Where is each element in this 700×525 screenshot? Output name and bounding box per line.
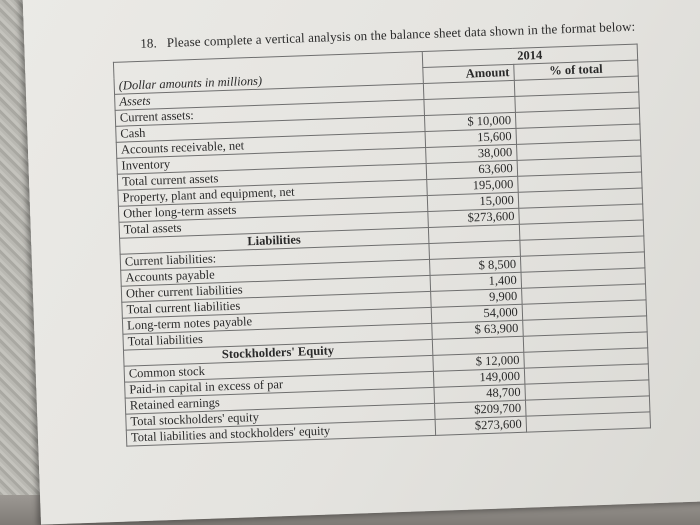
row-amount: 54,000 [431, 304, 523, 323]
question-prompt: Please complete a vertical analysis on the balance sheet data shown in the format below: [166, 18, 636, 50]
row-label: Total assets [119, 211, 428, 238]
row-label: Inventory [117, 148, 426, 175]
row-amount: 1,400 [430, 272, 522, 291]
row-amount: $ 12,000 [433, 352, 525, 371]
row-label: Total current liabilities [122, 291, 431, 318]
row-amount: $273,600 [435, 416, 527, 435]
row-label: Total current assets [117, 164, 426, 191]
row-label: Total liabilities [123, 323, 432, 350]
row-label: Assets [115, 84, 424, 111]
row-label: Total liabilities and stockholders' equity [126, 419, 435, 446]
balance-sheet-table [113, 44, 651, 447]
row-label: Property, plant and equipment, net [118, 180, 427, 207]
row-label: Common stock [124, 355, 433, 382]
row-label: Other current liabilities [121, 275, 430, 302]
row-amount: 15,000 [427, 192, 519, 211]
row-label: Cash [116, 116, 425, 143]
row-amount: 38,000 [425, 144, 517, 163]
row-amount: $ 8,500 [429, 256, 521, 275]
row-amount: $ 63,900 [431, 320, 523, 339]
row-label: Accounts payable [121, 259, 430, 286]
row-label: Liabilities [120, 227, 429, 254]
row-label: Current assets: [115, 100, 424, 127]
percent-column-header: % of total [514, 60, 639, 80]
row-label: Other long-term assets [118, 195, 427, 222]
row-amount: 63,600 [426, 160, 518, 179]
row-amount: 9,900 [430, 288, 522, 307]
row-label: Current liabilities: [120, 243, 429, 270]
row-label: Paid-in capital in excess of par [125, 371, 434, 398]
row-amount: 48,700 [434, 384, 526, 403]
row-amount: $273,600 [427, 208, 519, 227]
row-label: Total stockholders' equity [126, 403, 435, 430]
row-amount: $209,700 [434, 400, 526, 419]
amount-column-header: Amount [422, 64, 514, 83]
year-header: 2014 [422, 44, 638, 68]
row-amount: 149,000 [433, 368, 525, 387]
unit-note: (Dollar amounts in millions) [118, 73, 263, 93]
row-label: Retained earnings [125, 387, 434, 414]
question-number: 18. [140, 35, 158, 51]
row-label: Stockholders' Equity [123, 339, 432, 366]
row-amount: $ 10,000 [424, 112, 516, 131]
row-percent-blank[interactable] [526, 412, 651, 432]
row-label: Accounts receivable, net [116, 132, 425, 159]
paper-sheet [22, 0, 700, 525]
row-amount: 15,600 [425, 128, 517, 147]
row-amount: 195,000 [426, 176, 518, 195]
row-label: Long-term notes payable [122, 307, 431, 334]
